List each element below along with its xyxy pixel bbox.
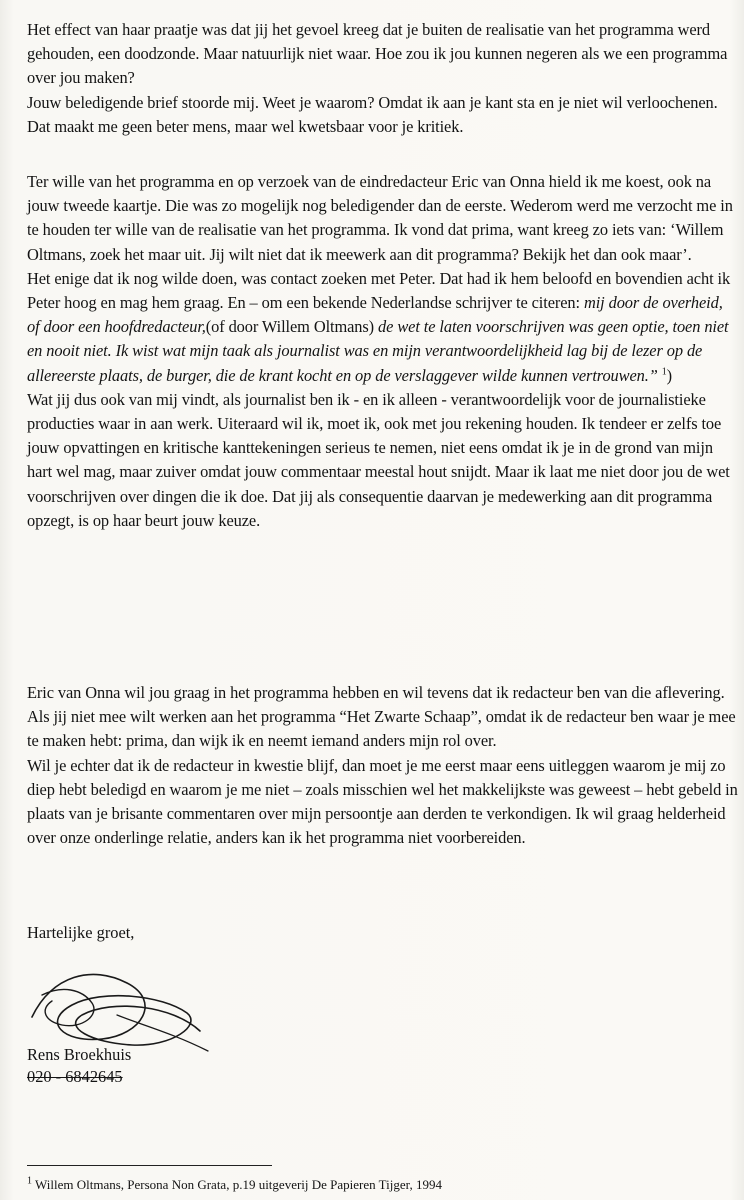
text-span: Het enige dat ik nog wilde doen, was contact zoeken met Peter. Dat had ik hem beloofd en bovendien acht ik Peter hoog en mag hem graag. En – om een bekende Nederlandse schrijver te citeren: <box>27 268 731 313</box>
text-line: Ter wille van het programma en op verzoek van de eindredacteur Eric van Onna hield ik me koest, ook na jouw tweede kaartje. Die was zo mogelijk nog beledigender dan de eerste. Wederom werd me verzocht me in te houden ter wille van de realisatie van het programma. Ik vond dat prima, want kreeg zo iets van: ‘Willem Oltmans, zoek het maar uit. Jij wilt niet dat ik meewerk aan dit programma? Bekijk het dan ook maar’. <box>27 172 733 264</box>
footnote-marker: 1 <box>27 1175 32 1187</box>
paragraph-1 <box>27 18 739 139</box>
text-span: (of door Willem Oltmans) <box>205 317 379 337</box>
text-line: Het effect van haar praatje was dat jij het gevoel kreeg dat je buiten de realisatie van het programma werd gehouden, een doodzonde. Maar natuurlijk niet waar. Hoe zou ik jou kunnen negeren als we een programma over jou maken? <box>27 20 728 88</box>
paragraph-2 <box>27 170 739 533</box>
text-line: Jouw beledigende brief stoorde mij. Weet je waarom? Omdat ik aan je kant sta en je niet wil verloochenen. Dat maakt me geen beter mens, maar wel kwetsbaar voor je kritiek. <box>27 92 718 136</box>
text-line: Wat jij dus ook van mij vindt, als journalist ben ik - en ik alleen - verantwoordelijk voor de journalistieke producties waar in aan werk. Uiteraard wil ik, moet ik, ook met jou rekening houden. Ik tendeer er zelfs toe jouw opvattingen en kritische kanttekeningen serieus te nemen, niet eens omdat ik je in de grond van mijn hart wel mag, maar zuiver omdat jouw commentaar meestal hout snijdt. Maar ik laat me niet door jou de wet voorschrijven over dingen die ik doe. Dat jij als consequentie daarvan je medewerking aan dit programma opzegt, is op haar beurt jouw keuze. <box>27 389 730 530</box>
footnote-text: Willem Oltmans, Persona Non Grata, p.19 uitgeverij De Papieren Tijger, 1994 <box>32 1177 442 1192</box>
signer-phone: 020 - 6842645 <box>27 1067 123 1086</box>
paragraph-3 <box>27 681 739 850</box>
text-span: ) <box>666 365 673 385</box>
footnote <box>27 1177 442 1193</box>
footnote-ref: 1 <box>661 366 667 378</box>
quote-italic: de wet te laten voorschrijven was geen optie, toen niet en nooit niet. Ik wist wat mijn taak als journalist was en mijn verantwoordelijkheid lag bij de lezer op de allereerste plaats, de burger, die de krant kocht en op de verslaggever wilde kunnen vertrouwen.” <box>27 317 729 385</box>
text-line: Wil je echter dat ik de redacteur in kwestie blijf, dan moet je me eerst maar eens uitleggen waarom je mij zo diep hebt beledigd en waarom je me niet – zoals misschien wel het makkelijkste was geweest – hebt gebeld in plaats van je brisante commentaren over mijn persoontje aan derden te verkondigen. Ik wil graag helderheid over onze onderlinge relatie, anders kan ik het programma niet voorbereiden. <box>27 755 738 848</box>
quote-paragraph <box>27 267 739 388</box>
quote-italic: mij door de overheid, of door een hoofdredacteur, <box>27 293 723 337</box>
text-line: Eric van Onna wil jou graag in het programma hebben en wil tevens dat ik redacteur ben van die aflevering. Als jij niet mee wilt werken aan het programma “Het Zwarte Schaap”, omdat ik de redacteur ben waar je mee te maken hebt: prima, dan wijk ik en neemt iemand anders mijn rol over. <box>27 683 736 751</box>
signer-name: Rens Broekhuis <box>27 1045 132 1064</box>
greeting: Hartelijke groet, <box>27 923 135 942</box>
footnote-divider <box>27 1165 272 1166</box>
